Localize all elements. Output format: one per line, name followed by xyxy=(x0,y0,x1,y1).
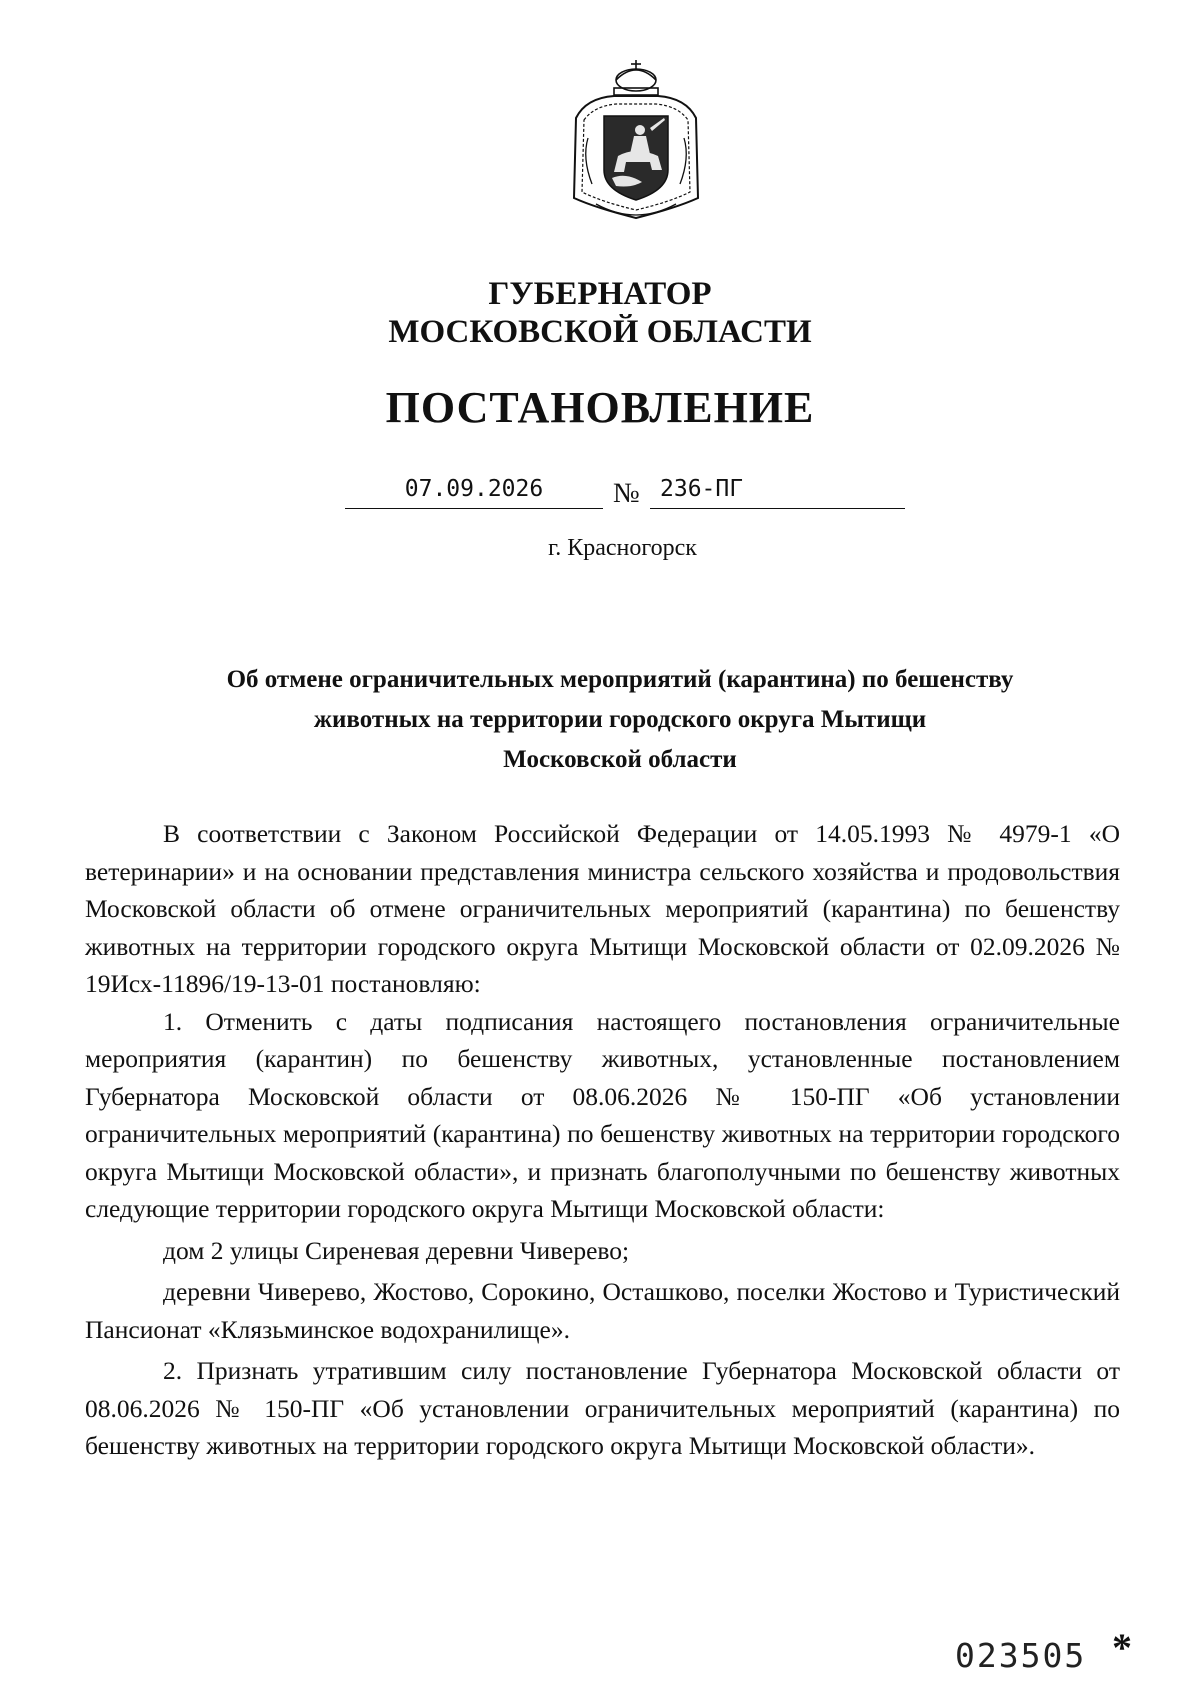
decree-number: 236-ПГ xyxy=(660,476,744,502)
number-underline xyxy=(650,508,905,509)
number-sign: № xyxy=(613,478,640,509)
clause-2-paragraph: 2. Признать утратившим силу постановление Губернатора Московской области от 08.06.2026 № 150-ПГ «Об установлении ограничительных мероприятий (карантина) по бешенству животных на территории городского округа Мытищи Московской области». xyxy=(85,1356,1120,1460)
issuing-authority xyxy=(0,275,1200,351)
serial-number: 023505 xyxy=(955,1636,1087,1675)
place-of-issue: г. Красногорск xyxy=(548,535,697,561)
territory-item-1: дом 2 улицы Сиреневая деревни Чиверево; xyxy=(163,1235,630,1265)
preamble-paragraph: В соответствии с Законом Российской Федерации от 14.05.1993 № 4979-1 «О ветеринарии» и на основании представления министра сельского хозяйства и продовольствия Московской области об отмене ограничительных мероприятий (карантина) по бешенству животных на территории городского округа Мытищи Московской области от 02.09.2026 № 19Исх-11896/19-13-01 постановляю: xyxy=(85,819,1120,998)
date-number-row xyxy=(345,474,905,514)
decree-body xyxy=(85,815,1120,1465)
authority-line-2: МОСКОВСКОЙ ОБЛАСТИ xyxy=(388,314,812,350)
decree-date: 07.09.2026 xyxy=(404,476,544,502)
authority-line-1: ГУБЕРНАТОР xyxy=(488,276,712,312)
subject-line-1: Об отмене ограничительных мероприятий (карантина) по бешенству xyxy=(226,666,1014,693)
clause-1-paragraph: 1. Отменить с даты подписания настоящего постановления ограничительные мероприятия (карантин) по бешенству животных, установленные постановлением Губернатора Московской области от 08.06.2026 № 150-ПГ «Об установлении ограничительных мероприятий (карантина) по бешенству животных на территории городского округа Мытищи Московской области», и признать благополучными по бешенству животных следующие территории городского округа Мытищи Московской области: xyxy=(85,1006,1120,1223)
territory-item-2: деревни Чиверево, Жостово, Сорокино, Осташково, поселки Жостово и Туристический Пансионат «Клязьминское водохранилище». xyxy=(85,1277,1120,1344)
subject-line-3: Московской области xyxy=(503,746,737,773)
serial-mark: * xyxy=(1112,1625,1132,1670)
decree-subject xyxy=(140,660,1100,780)
date-underline xyxy=(345,508,603,509)
coat-of-arms-icon xyxy=(566,58,706,220)
subject-line-2: животных на территории городского округа Мытищи xyxy=(313,706,927,733)
document-type: ПОСТАНОВЛЕНИЕ xyxy=(385,383,815,432)
